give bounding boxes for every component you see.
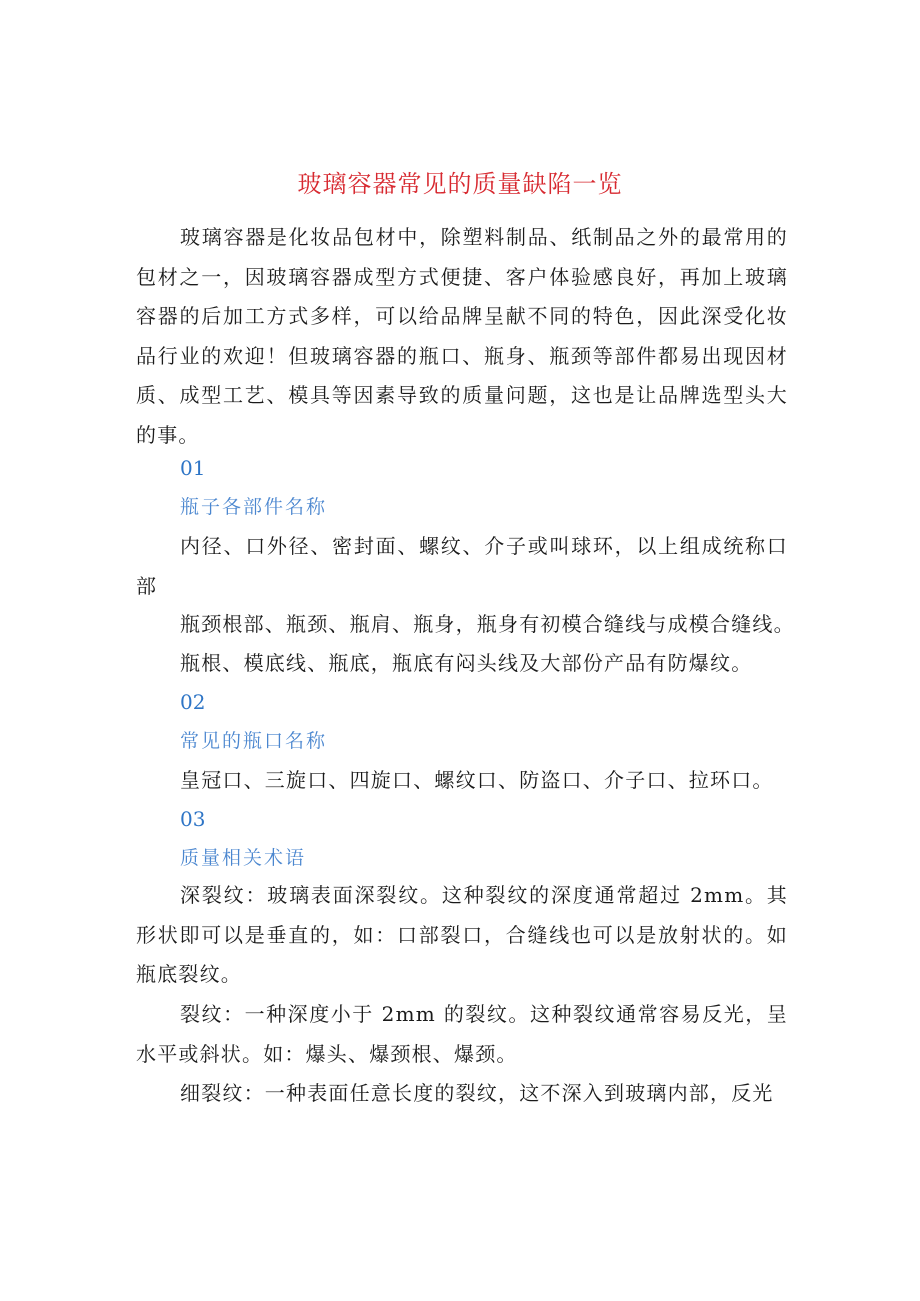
section-heading-03: 质量相关术语 [180,847,307,869]
document-title: 玻璃容器常见的质量缺陷一览 [297,170,623,198]
section-heading-02: 常见的瓶口名称 [180,730,328,752]
term-paragraph-fine-crack: 细裂纹：一种表面任意长度的裂纹，这不深入到玻璃内部，反光 [180,1081,774,1105]
section-number-03: 03 [180,807,206,831]
intro-paragraph: 玻璃容器是化妆品包材中，除塑料制品、纸制品之外的最常用的包材之一，因玻璃容器成型方式便捷、客户体验感良好，再加上玻璃容器的后加工方式多样，可以给品牌呈献不同的特色，因此深受化妆品行业的欢迎！但玻璃容器的瓶口、瓶身、瓶颈等部件都易出现因材质、成型工艺、模具等因素导致的质量问题，这也是让品牌选型头大的事。 [136,225,788,447]
section-02-line-1: 皇冠口、三旋口、四旋口、螺纹口、防盗口、介子口、拉环口。 [180,768,774,792]
section-01-line-2: 瓶颈根部、瓶颈、瓶肩、瓶身，瓶身有初模合缝线与成模合缝线。 [180,612,795,636]
term-paragraph-crack: 裂纹：一种深度小于 2mm 的裂纹。这种裂纹通常容易反光，呈水平或斜状。如：爆头、爆颈根、爆颈。 [136,1002,788,1066]
section-heading-01: 瓶子各部件名称 [180,496,328,518]
section-01-line-1: 内径、口外径、密封面、螺纹、介子或叫球环，以上组成统称口部 [136,534,788,598]
section-number-02: 02 [180,690,206,714]
section-01-line-3: 瓶根、模底线、瓶底，瓶底有闷头线及大部份产品有防爆纹。 [180,651,753,675]
section-number-01: 01 [180,456,206,480]
term-paragraph-deep-crack: 深裂纹：玻璃表面深裂纹。这种裂纹的深度通常超过 2mm。其形状即可以是垂直的，如：口部裂口，合缝线也可以是放射状的。如瓶底裂纹。 [136,883,788,986]
